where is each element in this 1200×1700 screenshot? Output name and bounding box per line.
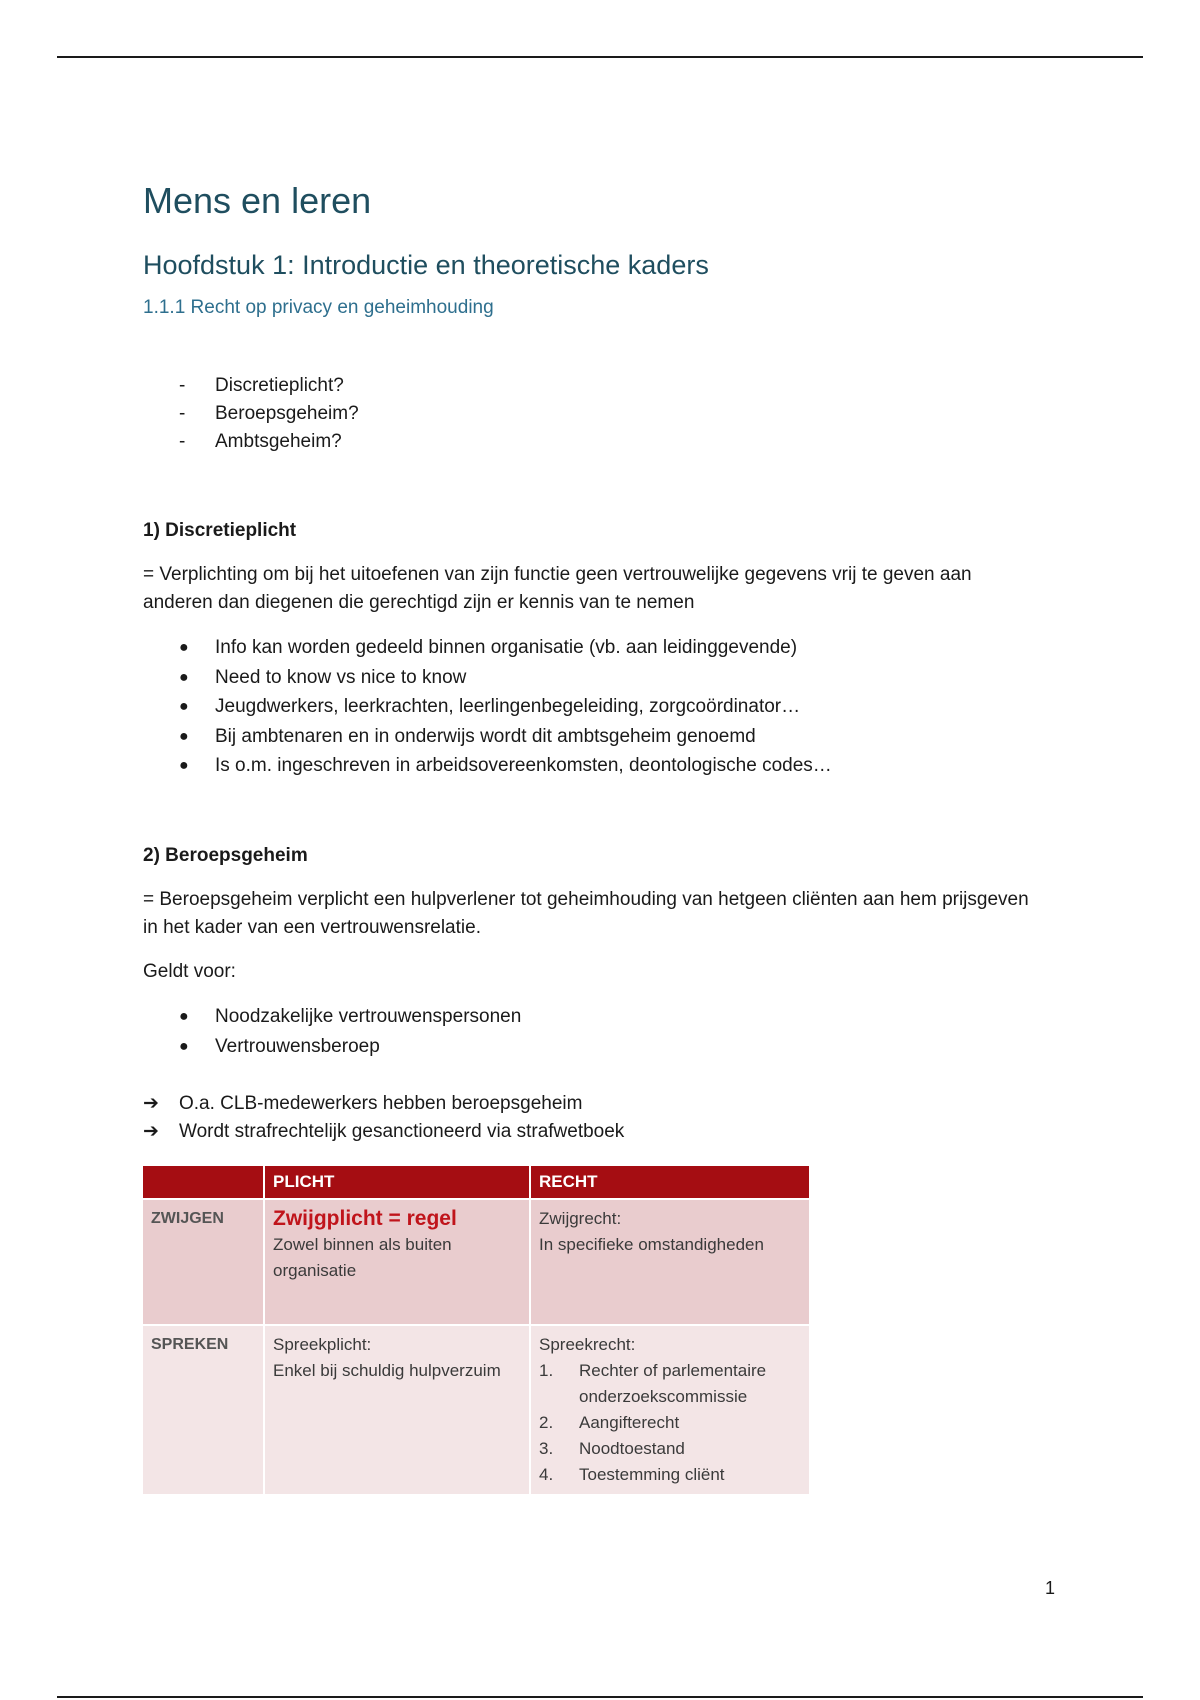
table-header-recht: RECHT — [530, 1166, 809, 1199]
list-item — [539, 1410, 801, 1436]
list-item-text: Vertrouwensberoep — [215, 1035, 380, 1057]
list-item — [179, 372, 359, 400]
list-item — [179, 400, 359, 428]
cell-title: Zwijgplicht = regel — [273, 1207, 457, 1230]
list-item-text: Info kan worden gedeeld binnen organisatie (vb. aan leidinggevende) — [215, 637, 798, 658]
cell-zwijgrecht — [530, 1199, 809, 1325]
list-item — [179, 1032, 521, 1062]
applies-label: Geldt voor: — [143, 961, 236, 982]
list-item — [179, 663, 832, 693]
table-header-plicht: PLICHT — [264, 1166, 530, 1199]
bullet-icon: ● — [179, 639, 189, 656]
bullet-icon: ● — [179, 1008, 189, 1025]
cell-text: Enkel bij schuldig hulpverzuim — [273, 1361, 501, 1380]
bullet-icon: ● — [179, 727, 189, 745]
cell-text: Zowel binnen als buiten organisatie — [273, 1235, 452, 1280]
cell-text: In specifieke omstandigheden — [539, 1235, 764, 1254]
cell-spreekrecht — [530, 1325, 809, 1494]
spreekrecht-list — [539, 1358, 801, 1488]
section-heading-beroepsgeheim: 2) Beroepsgeheim — [143, 845, 308, 866]
chapter-heading: Hoofdstuk 1: Introductie en theoretische kaders — [143, 250, 709, 280]
list-item — [539, 1358, 801, 1410]
table-header-blank — [143, 1166, 264, 1199]
arrow-right-icon: ➔ — [143, 1121, 159, 1142]
list-item-text: Aangifterecht — [579, 1413, 680, 1432]
list-item-text: Beroepsgeheim? — [215, 403, 359, 424]
table-header-row — [143, 1166, 809, 1199]
list-item — [179, 692, 832, 722]
cell-title: Spreekplicht: — [273, 1335, 372, 1354]
definition-beroepsgeheim: = Beroepsgeheim verplicht een hulpverlener tot geheimhouding van hetgeen cliënten aan hem prijsgeven in het kader van een vertrouwensrelatie. — [143, 889, 1029, 938]
list-item-text: Wordt strafrechtelijk gesanctioneerd via strafwetboek — [179, 1121, 625, 1142]
bottom-rule — [57, 1696, 1143, 1698]
list-item-text: Need to know vs nice to know — [215, 666, 467, 688]
list-item — [179, 428, 359, 456]
list-item — [143, 1090, 624, 1118]
cell-title: Zwijgrecht: — [539, 1209, 622, 1228]
bullet-icon: ● — [179, 668, 189, 686]
intro-list — [179, 372, 359, 456]
discretieplicht-bullets — [179, 633, 832, 781]
list-number: 2. — [539, 1413, 554, 1432]
bullet-icon: ● — [179, 1037, 189, 1055]
beroepsgeheim-bullets — [179, 1002, 521, 1061]
list-number: 4. — [539, 1465, 554, 1484]
table-row — [143, 1325, 809, 1494]
subchapter-heading: 1.1.1 Recht op privacy en geheimhouding — [143, 297, 494, 318]
list-number: 1. — [539, 1361, 554, 1380]
cell-zwijgplicht — [264, 1199, 530, 1325]
list-item-text: Noodzakelijke vertrouwenspersonen — [215, 1006, 522, 1027]
document-title: Mens en leren — [143, 180, 372, 221]
list-item — [179, 1002, 521, 1032]
section-heading-discretieplicht: 1) Discretieplicht — [143, 520, 297, 541]
list-item — [179, 633, 832, 663]
definition-discretieplicht: = Verplichting om bij het uitoefenen van zijn functie geen vertrouwelijke gegevens vrij te geven aan anderen dan diegenen die gerechtigd zijn er kennis van te nemen — [143, 564, 972, 613]
bullet-icon: ● — [179, 757, 189, 774]
list-item-text: O.a. CLB-medewerkers hebben beroepsgeheim — [179, 1093, 583, 1114]
list-item — [143, 1118, 624, 1146]
arrow-right-icon: ➔ — [143, 1093, 159, 1114]
table-row — [143, 1199, 809, 1325]
list-item — [179, 751, 832, 781]
dash-marker: - — [179, 403, 186, 424]
row-label-zwijgen: ZWIJGEN — [143, 1199, 264, 1325]
cell-spreekplicht — [264, 1325, 530, 1494]
rights-duties-table — [143, 1166, 809, 1494]
list-item — [179, 722, 832, 752]
list-item — [539, 1436, 801, 1462]
arrow-list — [143, 1090, 624, 1146]
dash-marker: - — [179, 375, 186, 396]
top-rule — [57, 56, 1143, 58]
page-number: 1 — [1045, 1578, 1056, 1598]
list-item-text: Jeugdwerkers, leerkrachten, leerlingenbegeleiding, zorgcoördinator… — [215, 696, 801, 717]
bullet-icon: ● — [179, 698, 189, 715]
list-item-text: Discretieplicht? — [215, 375, 344, 396]
list-item-text: Rechter of parlementaire onderzoekscommissie — [579, 1361, 767, 1406]
list-item — [539, 1462, 801, 1488]
row-label-spreken: SPREKEN — [143, 1325, 264, 1494]
list-item-text: Noodtoestand — [579, 1439, 685, 1458]
dash-marker: - — [179, 431, 186, 452]
list-item-text: Bij ambtenaren en in onderwijs wordt dit ambtsgeheim genoemd — [215, 725, 756, 747]
list-number: 3. — [539, 1439, 554, 1458]
list-item-text: Is o.m. ingeschreven in arbeidsovereenkomsten, deontologische codes… — [215, 755, 832, 776]
list-item-text: Toestemming cliënt — [579, 1465, 725, 1484]
cell-title: Spreekrecht: — [539, 1335, 636, 1354]
list-item-text: Ambtsgeheim? — [215, 431, 342, 452]
